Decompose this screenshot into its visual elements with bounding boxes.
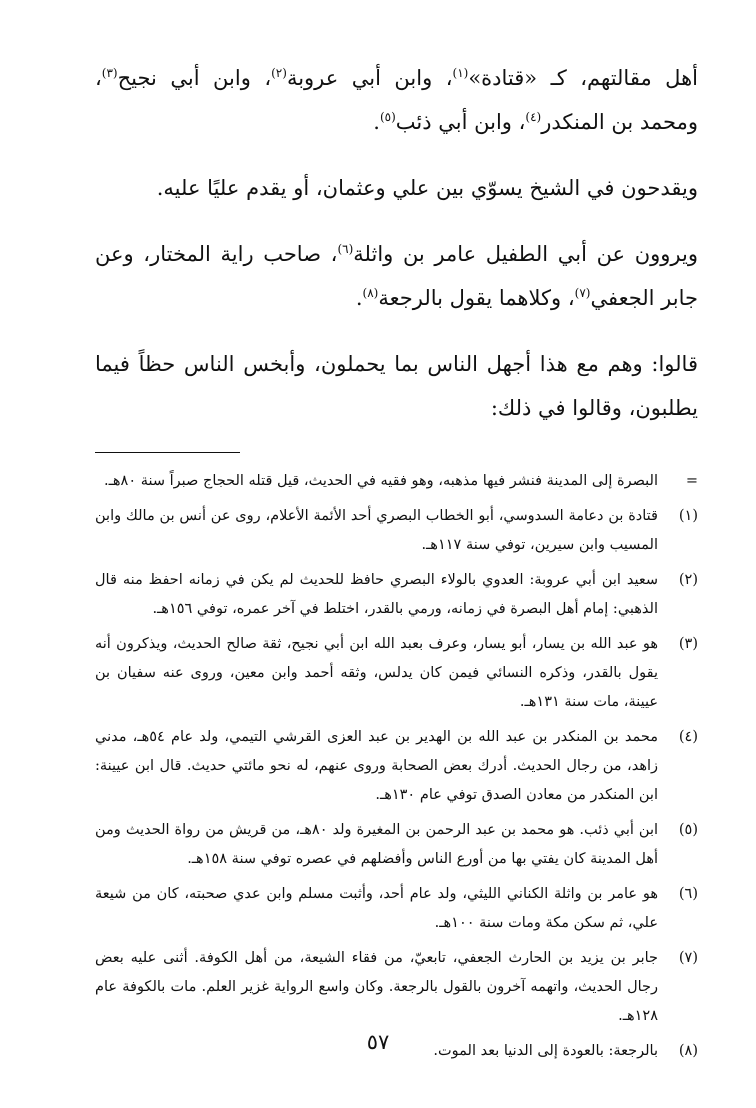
text-run: ، وابن أبي ذئب	[395, 110, 526, 134]
footnote-text: سعيد ابن أبي عروبة: العدوي بالولاء البصري حافظ للحديث لم يكن في زمانه احفظ منه قال الذهبي: إمام أهل البصرة في زمانه، ورمي بالقدر، اختلط في آخر عمره، توفي ١٥٦هـ.	[95, 572, 658, 617]
paragraph-3	[95, 232, 698, 320]
footnote-number: (٢)	[678, 572, 698, 588]
footnote-number: (٧)	[678, 950, 698, 966]
page-number: ٥٧	[366, 1030, 390, 1054]
text-run: ويروون عن أبي الطفيل عامر بن واثلة	[353, 242, 698, 266]
footnote-ref-2[interactable]: (٢)	[271, 66, 287, 80]
footnote-separator-wrap	[95, 452, 698, 453]
paragraph-1	[95, 56, 698, 144]
text-run: .	[373, 110, 380, 134]
footnote-ref-5[interactable]: (٥)	[379, 110, 396, 124]
footnote-ref-7[interactable]: (٧)	[574, 286, 591, 300]
footnote-3	[95, 630, 698, 717]
text-run: ، وكلاهما يقول بالرجعة	[378, 286, 575, 310]
footnote-6	[95, 880, 698, 938]
footnote-ref-6[interactable]: (٦)	[337, 242, 354, 256]
text-run: ، ومحمد بن المنكدر	[95, 66, 698, 134]
footnote-4	[95, 723, 698, 810]
footnote-text: البصرة إلى المدينة فنشر فيها مذهبه، وهو فقيه في الحديث، قيل قتله الحجاج صبراً سنة ٨٠هـ.	[104, 473, 658, 489]
footnote-text: هو عبد الله بن يسار، أبو يسار، وعرف بعبد الله ابن أبي نجيح، ثقة صالح الحديث، ويذكرون أنه يقول بالقدر، وذكره النسائي فيمن كان يدلس، وثقه أحمد وابن معين، وروى عنه سفيان بن عيينة، مات سنة ١٣١هـ.	[95, 636, 658, 710]
footnote-number: (٤)	[678, 729, 698, 745]
footnote-text: بالرجعة: بالعودة إلى الدنيا بعد الموت.	[433, 1043, 658, 1059]
footnote-5	[95, 816, 698, 874]
footnote-7	[95, 944, 698, 1031]
main-text	[95, 56, 698, 430]
footnote-2	[95, 566, 698, 624]
footnote-ref-3[interactable]: (٣)	[101, 66, 118, 80]
footnote-number: (٨)	[678, 1043, 698, 1059]
text-run: ، صاحب راية المختار، وعن جابر الجعفي	[95, 242, 698, 310]
footnote-continued	[95, 467, 698, 496]
footnote-text: محمد بن المنكدر بن عبد الله بن الهدير بن عبد العزى القرشي التيمي، ولد عام ٥٤هـ، مدني زاهد، من رجال الحديث. أدرك بعض الصحابة وروى عنهم، له نحو مائتي حديث. قال ابن عيينة: ابن المنكدر من معادن الصدق توفي عام ١٣٠هـ.	[95, 729, 658, 803]
footnote-number: (١)	[678, 508, 698, 524]
page	[95, 56, 698, 1072]
footnote-text: هو عامر بن واثلة الكناني الليثي، ولد عام أحد، وأثبت مسلم وابن عدي صحبته، كان من شيعة علي، ثم سكن مكة ومات سنة ١٠٠هـ.	[95, 886, 658, 931]
text-run: أهل مقالتهم، كـ «قتادة»	[468, 66, 698, 90]
footnote-text: ابن أبي ذئب. هو محمد بن عبد الرحمن بن المغيرة ولد ٨٠هـ، من قريش من رواة الحديث ومن أهل المدينة كان يفتي بها من أورع الناس وأفضلهم في عصره توفي سنة ١٥٨هـ.	[95, 822, 659, 867]
text-run: ، وابن أبي نجيح	[117, 66, 272, 90]
footnote-number: =	[685, 473, 698, 489]
footnote-text: قتادة بن دعامة السدوسي، أبو الخطاب البصري أحد الأئمة الأعلام، روى عن أنس بن مالك وابن المسيب وابن سيرين، توفي سنة ١١٧هـ.	[95, 508, 658, 553]
footnote-separator	[95, 452, 240, 453]
footnote-text: جابر بن يزيد بن الحارث الجعفي، تابعيّ، من فقاء الشيعة، من أهل الكوفة. أثنى عليه بعض رجال الحديث، واتهمه آخرون بالقول بالرجعة. وكان واسع الرواية غزير العلم. مات بالكوفة عام ١٢٨هـ.	[95, 950, 658, 1024]
footnote-ref-8[interactable]: (٨)	[362, 286, 379, 300]
footnote-ref-1[interactable]: (١)	[452, 66, 469, 80]
footnotes	[95, 467, 698, 1066]
text-run: ، وابن أبي عروبة	[286, 66, 453, 90]
footnote-ref-4[interactable]: (٤)	[525, 110, 542, 124]
paragraph-2: ويقدحون في الشيخ يسوّي بين علي وعثمان، أو يقدم عليًا عليه.	[156, 176, 698, 200]
footnote-1	[95, 502, 698, 560]
footnote-number: (٥)	[678, 822, 698, 838]
paragraph-4: قالوا: وهم مع هذا أجهل الناس بما يحملون، وأبخس الناس حظاً فيما يطلبون، وقالوا في ذلك:	[95, 352, 698, 420]
footnote-number: (٦)	[678, 886, 698, 902]
text-run: .	[355, 286, 363, 310]
footnote-number: (٣)	[678, 636, 698, 652]
